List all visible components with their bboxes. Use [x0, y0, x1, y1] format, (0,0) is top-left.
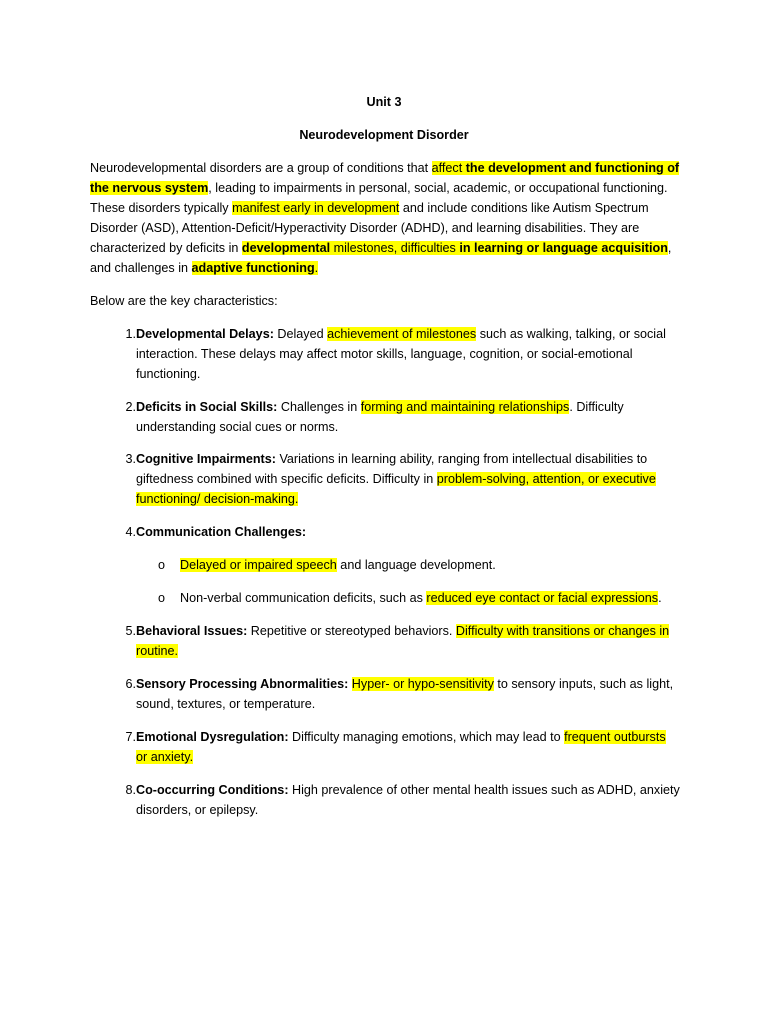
list-item-text [136, 397, 680, 437]
highlight: Delayed or impaired speech [180, 558, 337, 572]
list-item-text [136, 674, 680, 714]
highlight-bold: in learning or language acquisition [459, 241, 668, 255]
item-text: and language development. [336, 558, 496, 572]
list-number: 6. [125, 677, 136, 691]
item-text: such as walking, talking, or social interaction. These delays may affect motor skills, language, cognition, or social-emotional functioning. [136, 327, 666, 381]
intro-text: Neurodevelopmental disorders are a group of conditions that [90, 161, 432, 175]
list-item-text [136, 727, 680, 767]
list-number: 5. [125, 624, 136, 638]
list-number: 7. [125, 730, 136, 744]
list-number: 3. [125, 452, 136, 466]
intro-text: , and challenges in [90, 241, 672, 275]
page-title: Unit 3 [366, 95, 402, 109]
item-text: Repetitive or stereotyped behaviors. [247, 624, 456, 638]
item-text: Challenges in [277, 400, 361, 414]
item-text: to sensory inputs, such as light, sound, textures, or temperature. [136, 677, 674, 711]
item-text: . [658, 591, 662, 605]
highlight: reduced eye contact or facial expressions [426, 591, 659, 605]
item-label: Cognitive Impairments: [136, 452, 276, 466]
list-item-text [136, 621, 680, 661]
highlight: achievement of milestones [327, 327, 477, 341]
list-item-text [136, 449, 680, 509]
highlight-bold: developmental [241, 241, 331, 255]
highlight: milestones, difficulties [330, 241, 460, 255]
highlight: frequent outbursts or anxiety. [136, 730, 666, 764]
item-label: Communication Challenges: [136, 525, 307, 539]
highlight: Hyper- or hypo-sensitivity [351, 677, 494, 691]
item-text: Difficulty managing emotions, which may lead to [288, 730, 565, 744]
highlight: manifest early in development [232, 201, 400, 215]
item-label: Co-occurring Conditions: [136, 783, 289, 797]
list-item-text [136, 780, 680, 820]
list-number: 4. [125, 525, 136, 539]
item-text: High prevalence of other mental health issues such as ADHD, anxiety disorders, or epilepsy. [136, 783, 680, 817]
item-label: Sensory Processing Abnormalities: [136, 677, 349, 691]
item-label: Behavioral Issues: [136, 624, 248, 638]
intro-text: and include conditions like Autism Spectrum Disorder (ASD), Attention-Deficit/Hyperactivity Disorder (ADHD), and learning disabilities. They are characterized by deficits in [90, 201, 649, 255]
sub-item-text [180, 588, 680, 608]
highlight: affect [431, 161, 466, 175]
intro-paragraph [90, 158, 680, 278]
highlight: Difficulty with transitions or changes in routine. [136, 624, 670, 658]
list-number: 1. [125, 327, 136, 341]
item-text: Variations in learning ability, ranging from intellectual disabilities to giftedness combined with specific deficits. Difficulty in [136, 452, 648, 486]
sub-item-text [180, 555, 680, 575]
list-intro: Below are the key characteristics: [90, 294, 278, 308]
highlight: problem-solving, attention, or executive functioning/ decision-making. [136, 472, 656, 506]
highlight: . [314, 261, 319, 275]
item-text: Non-verbal communication deficits, such as [180, 591, 427, 605]
list-item-text [136, 522, 680, 542]
item-label: Developmental Delays: [136, 327, 274, 341]
intro-text: , leading to impairments in personal, social, academic, or occupational functioning. These disorders typically [90, 181, 668, 215]
item-label: Deficits in Social Skills: [136, 400, 278, 414]
list-number: 2. [125, 400, 136, 414]
document-heading: Neurodevelopment Disorder [299, 128, 469, 142]
highlight-bold: the development and functioning of the nervous system [90, 161, 680, 195]
list-item-text [136, 324, 680, 384]
item-text: . Difficulty understanding social cues or norms. [136, 400, 624, 434]
list-number: 8. [125, 783, 136, 797]
highlight-bold: adaptive functioning [191, 261, 315, 275]
item-label: Emotional Dysregulation: [136, 730, 289, 744]
item-text: Delayed [273, 327, 328, 341]
highlight: forming and maintaining relationships [360, 400, 570, 414]
bullet-marker: o [158, 591, 166, 605]
bullet-marker: o [158, 558, 166, 572]
